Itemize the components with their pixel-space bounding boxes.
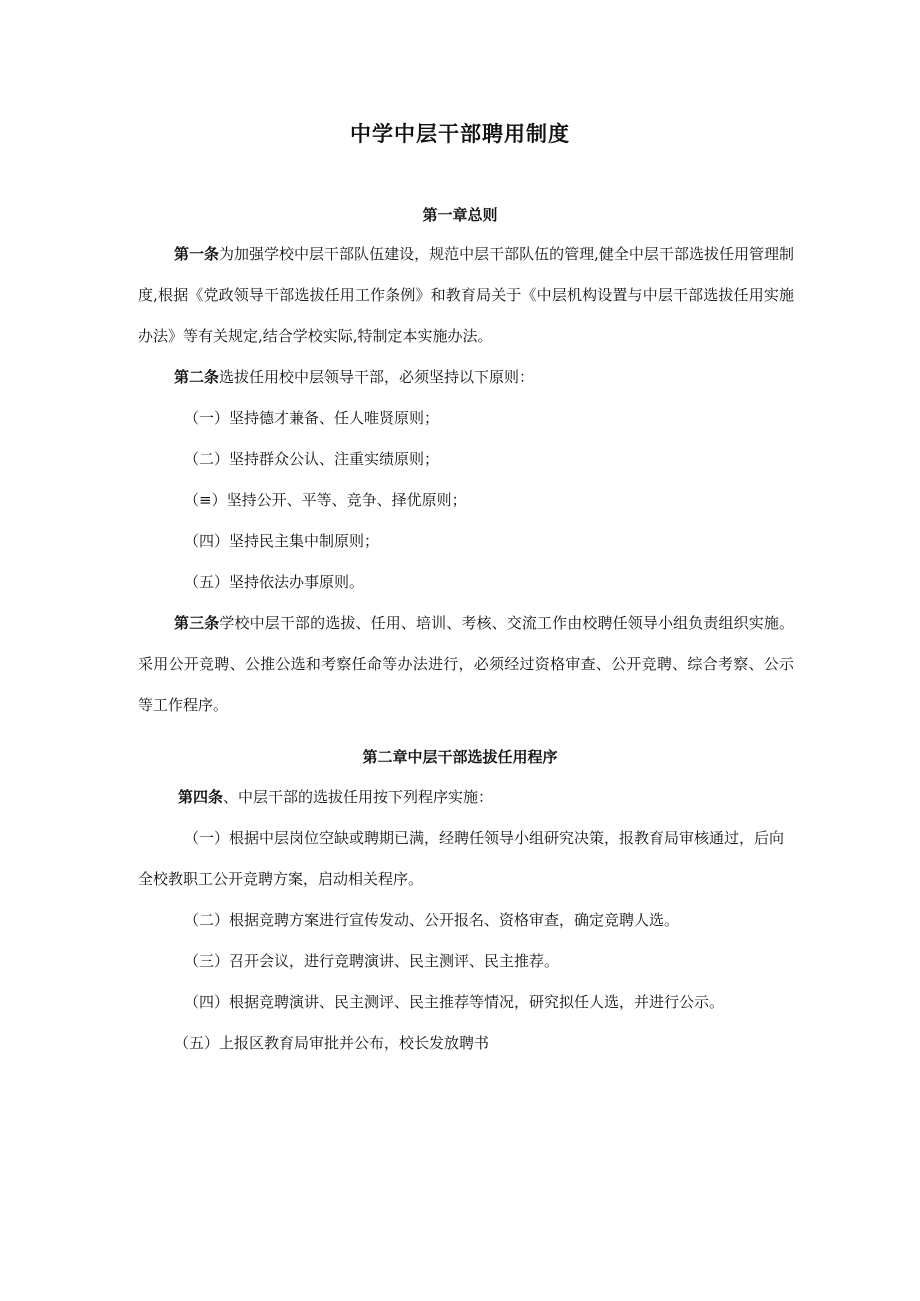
article-1-lead: 第一条 xyxy=(174,245,220,263)
article-4 xyxy=(138,777,794,818)
document-title: 中学中层干部聘用制度 xyxy=(350,122,570,146)
article-2-item-2: （二）坚持群众公认、注重实绩原则； xyxy=(184,450,440,468)
article-2-item-5: （五）坚持依法办事原则。 xyxy=(184,573,365,591)
article-2 xyxy=(138,357,794,398)
article-4-item-2: （二）根据竞聘方案进行宣传发动、公开报名、资格审查，确定竞聘人选。 xyxy=(184,911,680,929)
chapter-1-heading: 第一章总则 xyxy=(422,206,498,224)
article-4-item-4: （四）根据竞聘演讲、民主测评、民主推荐等情况，研究拟任人选，并进行公示。 xyxy=(184,993,725,1011)
article-4-item-1: （一）根据中层岗位空缺或聘期已满，经聘任领导小组研究决策，报教育局审核通过，后向全校教职工公开竞聘方案，启动相关程序。 xyxy=(138,829,785,888)
article-2-text: 选拔任用校中层领导干部，必须坚持以下原则： xyxy=(219,368,535,386)
article-2-item-1: （一）坚持德才兼备、任人唯贤原则； xyxy=(184,409,440,427)
article-3-lead: 第三条 xyxy=(174,614,220,632)
chapter-2-heading: 第二章中层干部选拔任用程序 xyxy=(362,748,558,766)
article-4-lead: 第四条 xyxy=(178,788,224,806)
article-2-item-4: （四）坚持民主集中制原则； xyxy=(184,532,380,550)
article-3 xyxy=(138,603,794,726)
article-4-item-5: （五）上报区教育局审批并公布，校长发放聘书 xyxy=(174,1034,490,1052)
article-2-lead: 第二条 xyxy=(174,368,220,386)
article-1-text: 为加强学校中层干部队伍建设，规范中层干部队伍的管理,健全中层干部选拔任用管理制度,根据《党政领导干部选拔任用工作条例》和教育局关于《中层机构设置与中层干部选拔任用实施办法》等有关规定,结合学校实际,特制定本实施办法。 xyxy=(138,245,794,345)
article-3-text: 学校中层干部的选拔、任用、培训、考核、交流工作由校聘任领导小组负责组织实施。采用公开竞聘、公推公选和考察任命等办法进行，必须经过资格审查、公开竞聘、综合考察、公示等工作程序。 xyxy=(138,614,794,714)
article-2-item-3: （≡）坚持公开、平等、竞争、择优原则； xyxy=(184,491,467,509)
article-1 xyxy=(138,234,794,357)
article-4-item-3: （三）召开会议，进行竞聘演讲、民主测评、民主推荐。 xyxy=(184,952,560,970)
article-4-text: 、中层干部的选拔任用按下列程序实施： xyxy=(223,788,494,806)
